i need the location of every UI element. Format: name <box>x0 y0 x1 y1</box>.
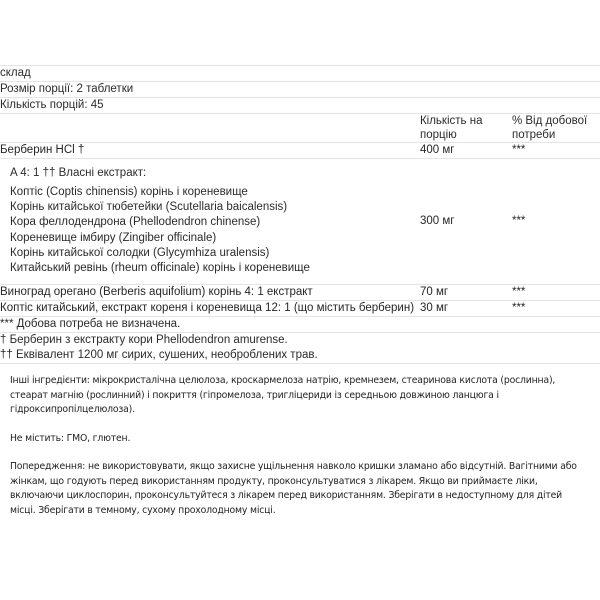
ingredient-amount: 70 мг <box>419 286 449 299</box>
supplement-facts-table <box>0 65 600 364</box>
servings-per-container-row <box>0 98 600 114</box>
ingredient-amount: 30 мг <box>419 302 449 315</box>
ingredient-daily-value: *** <box>511 144 526 156</box>
dagger-footnote-row <box>0 333 600 364</box>
proprietary-extract-list-wrap <box>0 183 420 284</box>
header-percent-daily-value: % Від добової потреби <box>511 115 588 141</box>
list-item: Коптіс (Coptis chinensis) корінь і кореневище <box>10 186 248 198</box>
table-row <box>0 285 600 301</box>
bottom-text-block <box>0 374 600 518</box>
list-item: Корінь китайської тюбетейки (Scutellaria baicalensis) <box>10 201 288 214</box>
header-amount-per-serving: Кількість на порцію <box>419 115 483 141</box>
ingredient-daily-value: *** <box>511 302 526 315</box>
ingredient-name: Берберин HCl † <box>0 144 85 156</box>
serving-size-row <box>0 82 600 98</box>
table-row <box>0 159 600 285</box>
daily-value-footnote: *** Добова потреба не визначена. <box>0 318 181 331</box>
ingredient-name: Коптіс китайський, екстракт кореня і кореневища 12: 1 (що містить берберин) <box>0 302 415 315</box>
serving-size-text: Розмір порції: 2 таблетки <box>0 83 134 95</box>
ingredient-name: Виноград орегано (Berberis aquifolium) корінь 4: 1 екстракт <box>0 286 313 299</box>
free-from-paragraph: Не містить: ГМО, глютен. <box>10 432 131 444</box>
table-header-row <box>0 114 600 143</box>
ingredient-amount: 400 мг <box>419 144 455 156</box>
daily-value-footnote-row <box>0 317 600 333</box>
list-item: Китайський ревінь (rheum officinale) корінь і кореневище <box>10 262 310 275</box>
list-item: Корінь китайської солодки (Glycymhiza uralensis) <box>10 246 270 259</box>
table-row <box>0 301 600 317</box>
table-title: склад <box>0 67 31 79</box>
proprietary-extract-title: A 4: 1 †† Власні екстракт: <box>10 167 147 179</box>
footnote-line: †† Еквівалент 1200 мг сирих, сушених, необроблених трав. <box>0 349 318 362</box>
table-title-row <box>0 66 600 82</box>
ingredient-daily-value: *** <box>511 286 526 299</box>
table-row <box>0 143 600 159</box>
footnote-line: † Берберин з екстракту кори Phellodendron amurense. <box>0 334 288 347</box>
ingredient-amount: 300 мг <box>419 215 455 228</box>
warning-paragraph: Попередження: не використовувати, якщо захисне ущільнення навколо кришки зламано або відсутній. Вагітними або жінкам, що годують перед використанням продукту, проконсультуватися з лікарем. Якщо ви приймаєте ліки, включаючи циклоспорин, проконсультуйтеся з лікарем перед використанням. Зберігати в недоступному для дітей місці. Зберігати в темному, сухому прохолодному місці. <box>10 461 577 516</box>
other-ingredients-paragraph: Інші інгредієнти: мікрокристалічна целюлоза, кроскармелоза натрію, кремнезем, стеаринова кислота (рослинна), стеарат магнію (рослинний) і покриття (гіпромелоза, тригліцериди із середньою довжиною ланцюга і гідроксипропілцелюлоза). <box>10 375 556 416</box>
header-spacer <box>0 114 420 143</box>
servings-per-container-text: Кількість порцій: 45 <box>0 99 104 111</box>
top-spacer <box>0 0 600 65</box>
list-item: Кора феллодендрона (Phellodendron chinense) <box>10 216 261 229</box>
table-bottom-rule <box>0 364 600 365</box>
ingredient-daily-value: *** <box>511 215 526 228</box>
list-item: Кореневище імбиру (Zingiber officinale) <box>10 231 217 244</box>
proprietary-extract-cell <box>0 159 420 285</box>
dagger-footnotes <box>0 333 600 364</box>
proprietary-extract-list <box>10 185 414 276</box>
rule-cell <box>0 364 600 365</box>
